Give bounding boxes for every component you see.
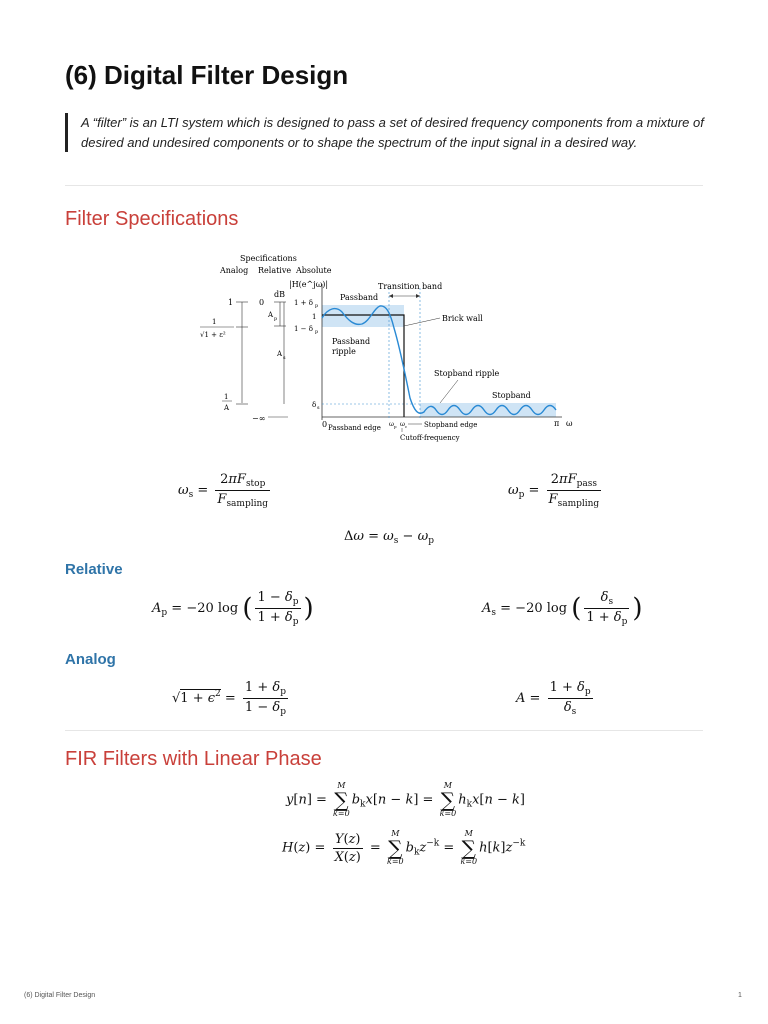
equation-fir-transfer: H(z) = $\frac{Y(z)}{X(z)}$ = M ∑ k=0 $b_kz^{-k}$ = M ∑ k=0 $h[k]z^{-k}$ bbox=[282, 829, 526, 866]
fig-passband: Passband bbox=[340, 293, 379, 302]
page-title: (6) Digital Filter Design bbox=[65, 60, 349, 90]
svg-text:p: p bbox=[394, 424, 397, 429]
fig-passband-edge: Passband edge bbox=[328, 424, 381, 432]
page-number: 1 bbox=[738, 992, 742, 999]
svg-text:ω: ω bbox=[389, 421, 394, 428]
svg-text:s: s bbox=[317, 405, 320, 411]
fig-stopband-edge: Stopband edge bbox=[424, 421, 478, 429]
svg-text:−∞: −∞ bbox=[252, 414, 266, 423]
svg-text:δ: δ bbox=[312, 401, 317, 409]
svg-text:1: 1 bbox=[212, 318, 217, 326]
svg-text:p: p bbox=[274, 316, 278, 322]
svg-text:p: p bbox=[315, 303, 319, 309]
fig-zero: 0 bbox=[322, 420, 328, 429]
svg-text:1: 1 bbox=[228, 298, 234, 307]
fig-stopband-ripple: Stopband ripple bbox=[434, 369, 500, 378]
fig-col-absolute: Absolute bbox=[296, 266, 332, 275]
fig-header: Specifications bbox=[240, 254, 297, 263]
svg-text:0: 0 bbox=[259, 298, 265, 307]
svg-text:A: A bbox=[268, 311, 274, 319]
svg-text:1 + δ: 1 + δ bbox=[294, 299, 313, 307]
svg-text:p: p bbox=[315, 329, 319, 335]
fig-passband-ripple-2: ripple bbox=[332, 347, 356, 356]
svg-text:√1 + ε²: √1 + ε² bbox=[200, 331, 226, 339]
fig-cutoff: Cutoff-frequency bbox=[400, 434, 460, 442]
section-relative: Relative bbox=[65, 561, 123, 578]
fig-stopband: Stopband bbox=[492, 391, 531, 400]
svg-text:1: 1 bbox=[312, 313, 317, 321]
divider bbox=[65, 730, 703, 731]
equation-analog-A: A = $\frac{1 + \delta_p}{\delta_s}$ bbox=[516, 680, 591, 717]
svg-text:ω: ω bbox=[400, 421, 405, 428]
equation-analog-epsilon: $√1 + \epsilon^2$ = $\frac{1 + \delta_p}{1 - \delta_p}$ bbox=[172, 680, 286, 717]
fig-omega: ω bbox=[566, 419, 573, 428]
equation-As: $A_s = -20$ log ( $\frac{\delta_s}{1 + \delta_p}$ ) bbox=[482, 590, 643, 627]
fig-passband-ripple-1: Passband bbox=[332, 337, 371, 346]
section-analog: Analog bbox=[65, 651, 116, 668]
fig-mag-label: |H(e^jω)| bbox=[289, 280, 329, 289]
fig-col-analog: Analog bbox=[220, 266, 249, 275]
equation-omega-s: $\omega_s$ = $\frac{2\pi F_{stop}}{F_{sampling}}$ bbox=[178, 472, 269, 509]
equation-fir-output: y[n] = M ∑ k=0 $b_kx[n - k]$ = M ∑ k=0 $h_kx[n - k]$ bbox=[286, 781, 525, 818]
intro-blockquote: A “filter” is an LTI system which is designed to pass a set of desired frequency components from a mixture of desired and undesired components or to shape the spectrum of the input signal in a desired way. bbox=[65, 113, 721, 152]
filter-spec-figure bbox=[188, 248, 580, 444]
section-fir: FIR Filters with Linear Phase bbox=[65, 748, 322, 770]
section-filter-specifications: Filter Specifications bbox=[65, 208, 239, 230]
svg-text:c: c bbox=[405, 424, 408, 429]
svg-text:s: s bbox=[283, 355, 286, 361]
fig-pi: π bbox=[554, 419, 560, 428]
equation-Ap: $A_p = -20$ log ( $\frac{1 - \delta_p}{1 + \delta_p}$ ) bbox=[152, 590, 314, 627]
equation-omega-p: $\omega_p$ = $\frac{2\pi F_{pass}}{F_{sampling}}$ bbox=[508, 472, 600, 509]
svg-text:1: 1 bbox=[224, 393, 229, 401]
footer-title: (6) Digital Filter Design bbox=[24, 992, 96, 999]
svg-text:A: A bbox=[224, 404, 230, 412]
fig-col-relative: Relative bbox=[258, 266, 292, 275]
svg-text:A: A bbox=[277, 350, 283, 358]
fig-transition-band: Transition band bbox=[378, 282, 443, 291]
fig-db-label: dB bbox=[274, 290, 285, 299]
equation-delta-omega: $\Delta\omega = \omega_s - \omega_p$ bbox=[344, 529, 434, 546]
divider bbox=[65, 185, 703, 186]
fig-brick-wall: Brick wall bbox=[442, 314, 483, 323]
svg-text:1 − δ: 1 − δ bbox=[294, 325, 313, 333]
